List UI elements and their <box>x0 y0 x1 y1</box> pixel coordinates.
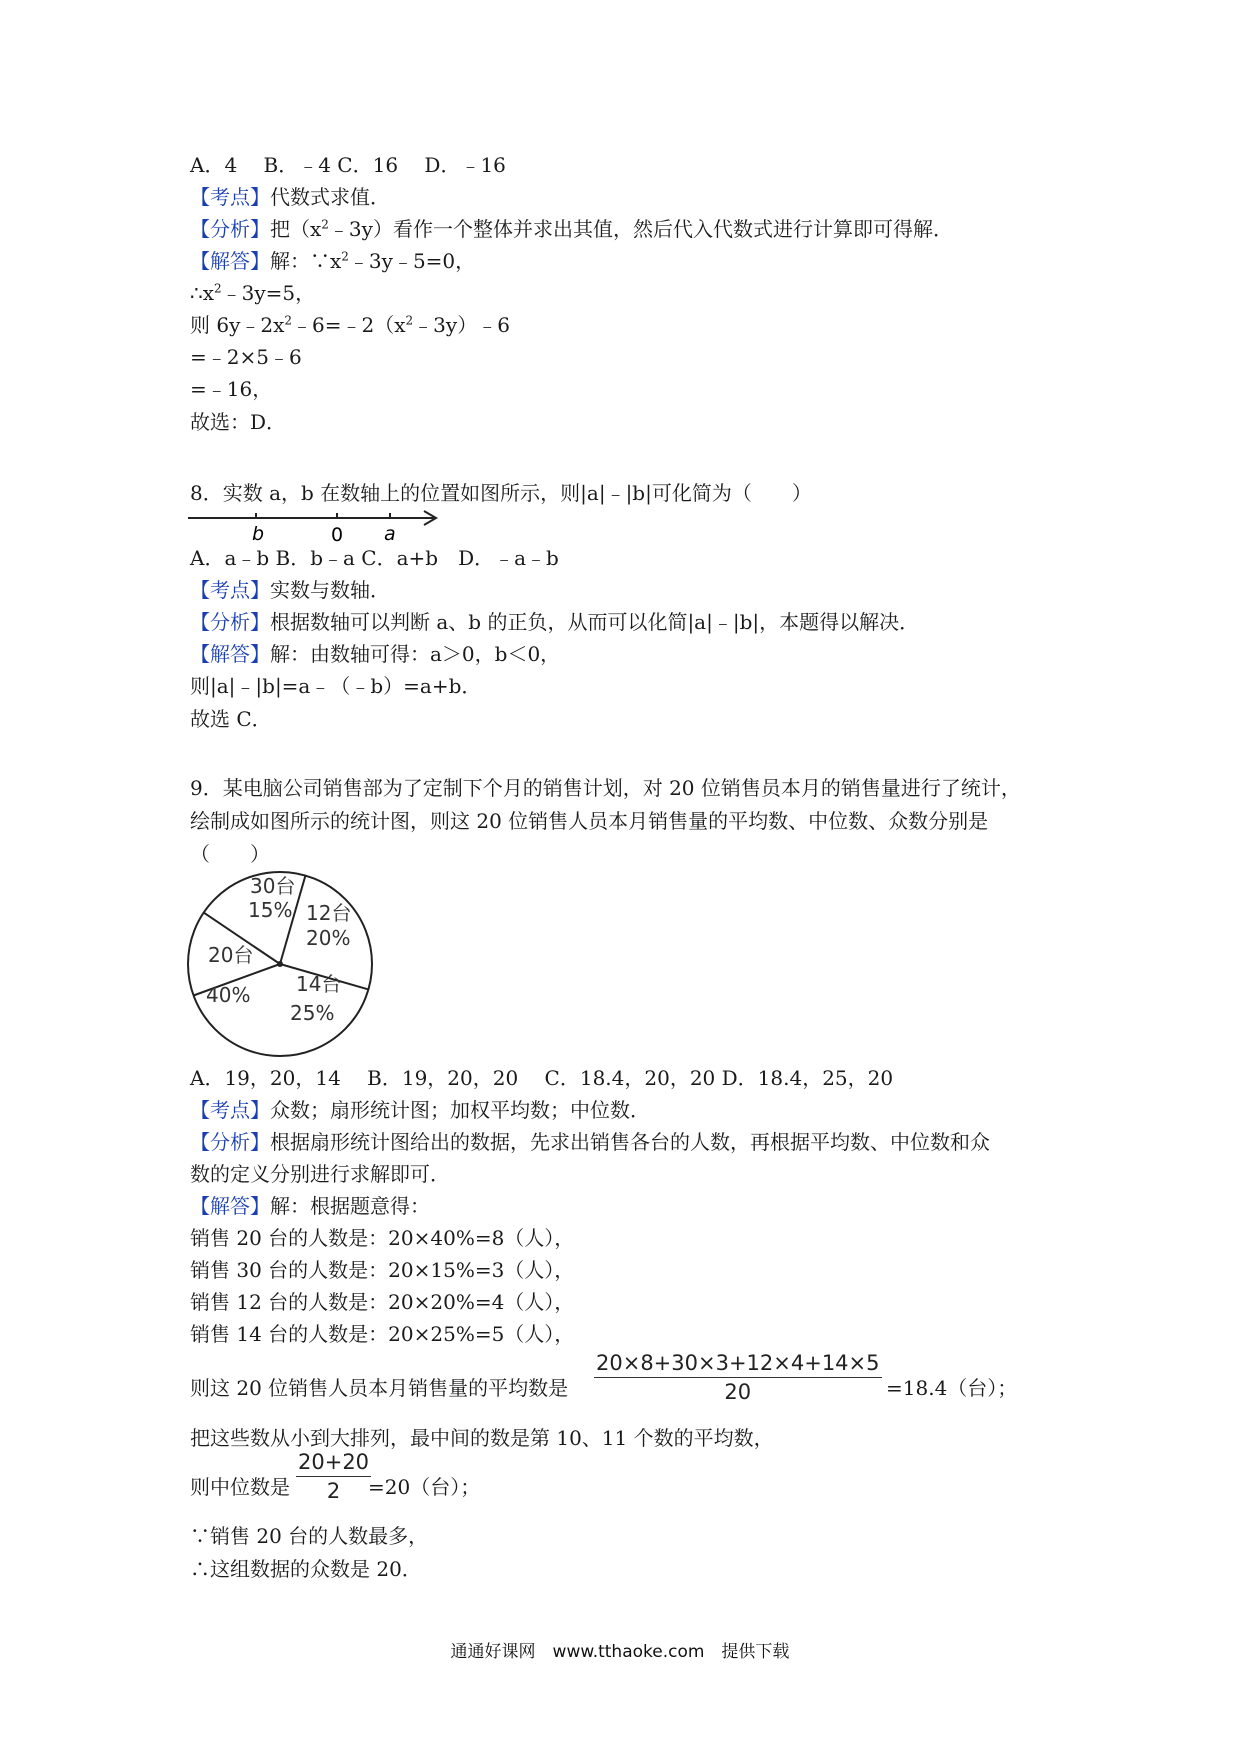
slice-percent-20: 20% <box>306 926 351 950</box>
step-part: ∴x <box>190 281 215 305</box>
q9-fenxi-line2: 数的定义分别进行求解即可． <box>190 1162 450 1186</box>
kaodian-text: 众数；扇形统计图；加权平均数；中位数． <box>270 1098 650 1122</box>
q9-options: A．19，20，14 B．19，20，20 C．18.4，20，20 D．18.4，25，20 <box>190 1066 894 1090</box>
fenxi-part: ﹣3y）看作一个整体并求出其值，然后代入代数式进行计算即可得解． <box>328 217 953 241</box>
q9-step-14: 销售 14 台的人数是：20×25%=5（人）， <box>190 1322 575 1346</box>
jieda-tag: 【解答】 <box>190 1194 270 1218</box>
q9-question-line1: 9．某电脑公司销售部为了定制下个月的销售计划，对 20 位销售员本月的销售量进行了统计， <box>190 776 1021 800</box>
q9-mean-prefix: 则这 20 位销售人员本月销售量的平均数是 <box>190 1376 569 1400</box>
q9-step-30: 销售 30 台的人数是：20×15%=3（人）， <box>190 1258 575 1282</box>
q9-mode-line1: ∵销售 20 台的人数最多， <box>190 1524 429 1548</box>
step-part: ﹣3y=5， <box>221 281 316 305</box>
jieda-tag: 【解答】 <box>190 642 270 666</box>
q9-jieda <box>190 1193 430 1219</box>
step-part: ﹣6=﹣2（x <box>292 313 406 337</box>
kaodian-tag: 【考点】 <box>190 1098 270 1122</box>
median-fraction <box>296 1450 371 1503</box>
q7-kaodian <box>190 184 390 210</box>
q8-answer: 故选 C． <box>190 707 272 731</box>
mean-denominator: 20 <box>724 1380 752 1404</box>
q9-median-prefix: 则中位数是 <box>190 1475 290 1499</box>
slice-percent-25: 25% <box>290 1001 335 1025</box>
pie-chart <box>186 870 376 1060</box>
q9-question-line3: （ ） <box>190 842 270 866</box>
mean-fraction <box>594 1351 882 1404</box>
superscript: 2 <box>341 249 349 264</box>
q8-step1: 则|a|﹣|b|=a﹣（﹣b）=a+b． <box>190 674 482 698</box>
q9-mode-line2: ∴这组数据的众数是 20． <box>190 1557 422 1581</box>
q9-mean-suffix: =18.4（台）； <box>886 1376 1018 1400</box>
kaodian-text: 代数式求值． <box>270 185 390 209</box>
step-part: 则 6y﹣2x <box>190 313 285 337</box>
q9-kaodian <box>190 1097 650 1123</box>
jieda-part: ﹣3y﹣5=0， <box>348 249 476 273</box>
jieda-part: 解：∵x <box>270 249 342 273</box>
q8-fenxi <box>190 609 919 635</box>
pie-center-dot <box>277 961 283 967</box>
median-denominator: 2 <box>326 1479 341 1503</box>
superscript: 2 <box>405 313 414 328</box>
slice-percent-40: 40% <box>206 983 251 1007</box>
fenxi-tag: 【分析】 <box>190 217 270 241</box>
kaodian-tag: 【考点】 <box>190 578 270 602</box>
fenxi-text: 根据扇形统计图给出的数据，先求出销售各台的人数，再根据平均数、中位数和众 <box>270 1130 990 1154</box>
q7-step1 <box>190 280 315 306</box>
q7-step3: =﹣2×5﹣6 <box>190 345 302 369</box>
q8-question: 8．实数 a，b 在数轴上的位置如图所示，则|a|﹣|b|可化简为（ ） <box>190 481 812 505</box>
kaodian-text: 实数与数轴． <box>270 578 390 602</box>
kaodian-tag: 【考点】 <box>190 185 270 209</box>
slice-label-30: 30台 <box>250 874 296 898</box>
q7-fenxi <box>190 216 953 242</box>
step-part: ﹣3y）﹣6 <box>413 313 510 337</box>
q8-kaodian <box>190 577 390 603</box>
label-b: b <box>252 523 265 545</box>
number-line-figure <box>186 506 446 546</box>
slice-percent-15: 15% <box>248 898 293 922</box>
label-0: 0 <box>331 524 344 546</box>
q7-step2 <box>190 312 510 338</box>
q9-question-line2: 绘制成如图所示的统计图，则这 20 位销售人员本月销售量的平均数、中位数、众数分别是 <box>190 809 989 833</box>
q8-jieda <box>190 641 560 667</box>
q7-step4: =﹣16， <box>190 377 273 401</box>
fenxi-tag: 【分析】 <box>190 1130 270 1154</box>
q9-step-12: 销售 12 台的人数是：20×20%=4（人）， <box>190 1290 575 1314</box>
jieda-text: 解：由数轴可得：a＞0，b＜0， <box>270 642 561 666</box>
q9-step-20: 销售 20 台的人数是：20×40%=8（人）， <box>190 1226 575 1250</box>
q8-options: A．a﹣b B．b﹣a C．a+b D．﹣a﹣b <box>190 546 559 570</box>
q9-fenxi-line1 <box>190 1129 990 1155</box>
jieda-text: 解：根据题意得： <box>270 1194 430 1218</box>
q9-median-suffix: =20（台）； <box>368 1475 481 1499</box>
mean-numerator: 20×8+30×3+12×4+14×5 <box>594 1351 882 1378</box>
q9-sort-line: 把这些数从小到大排列，最中间的数是第 10、11 个数的平均数， <box>190 1426 774 1450</box>
fenxi-tag: 【分析】 <box>190 610 270 634</box>
superscript: 2 <box>321 217 329 232</box>
q7-jieda <box>190 248 475 274</box>
fenxi-part: 把（x <box>270 217 322 241</box>
median-numerator: 20+20 <box>296 1450 371 1477</box>
jieda-tag: 【解答】 <box>190 249 270 273</box>
superscript: 2 <box>284 313 293 328</box>
page-footer: 通通好课网 www.tthaoke.com 提供下载 <box>450 1642 790 1662</box>
fenxi-text: 根据数轴可以判断 a、b 的正负，从而可以化简|a|﹣|b|，本题得以解决． <box>270 610 920 634</box>
superscript: 2 <box>214 281 222 296</box>
q7-answer: 故选：D． <box>190 410 287 434</box>
label-a: a <box>384 523 396 545</box>
q7-options: A．4 B．﹣4 C．16 D．﹣16 <box>190 153 506 177</box>
slice-label-20: 20台 <box>208 943 254 967</box>
slice-label-12: 12台 <box>306 901 352 925</box>
slice-label-14: 14台 <box>296 972 342 996</box>
